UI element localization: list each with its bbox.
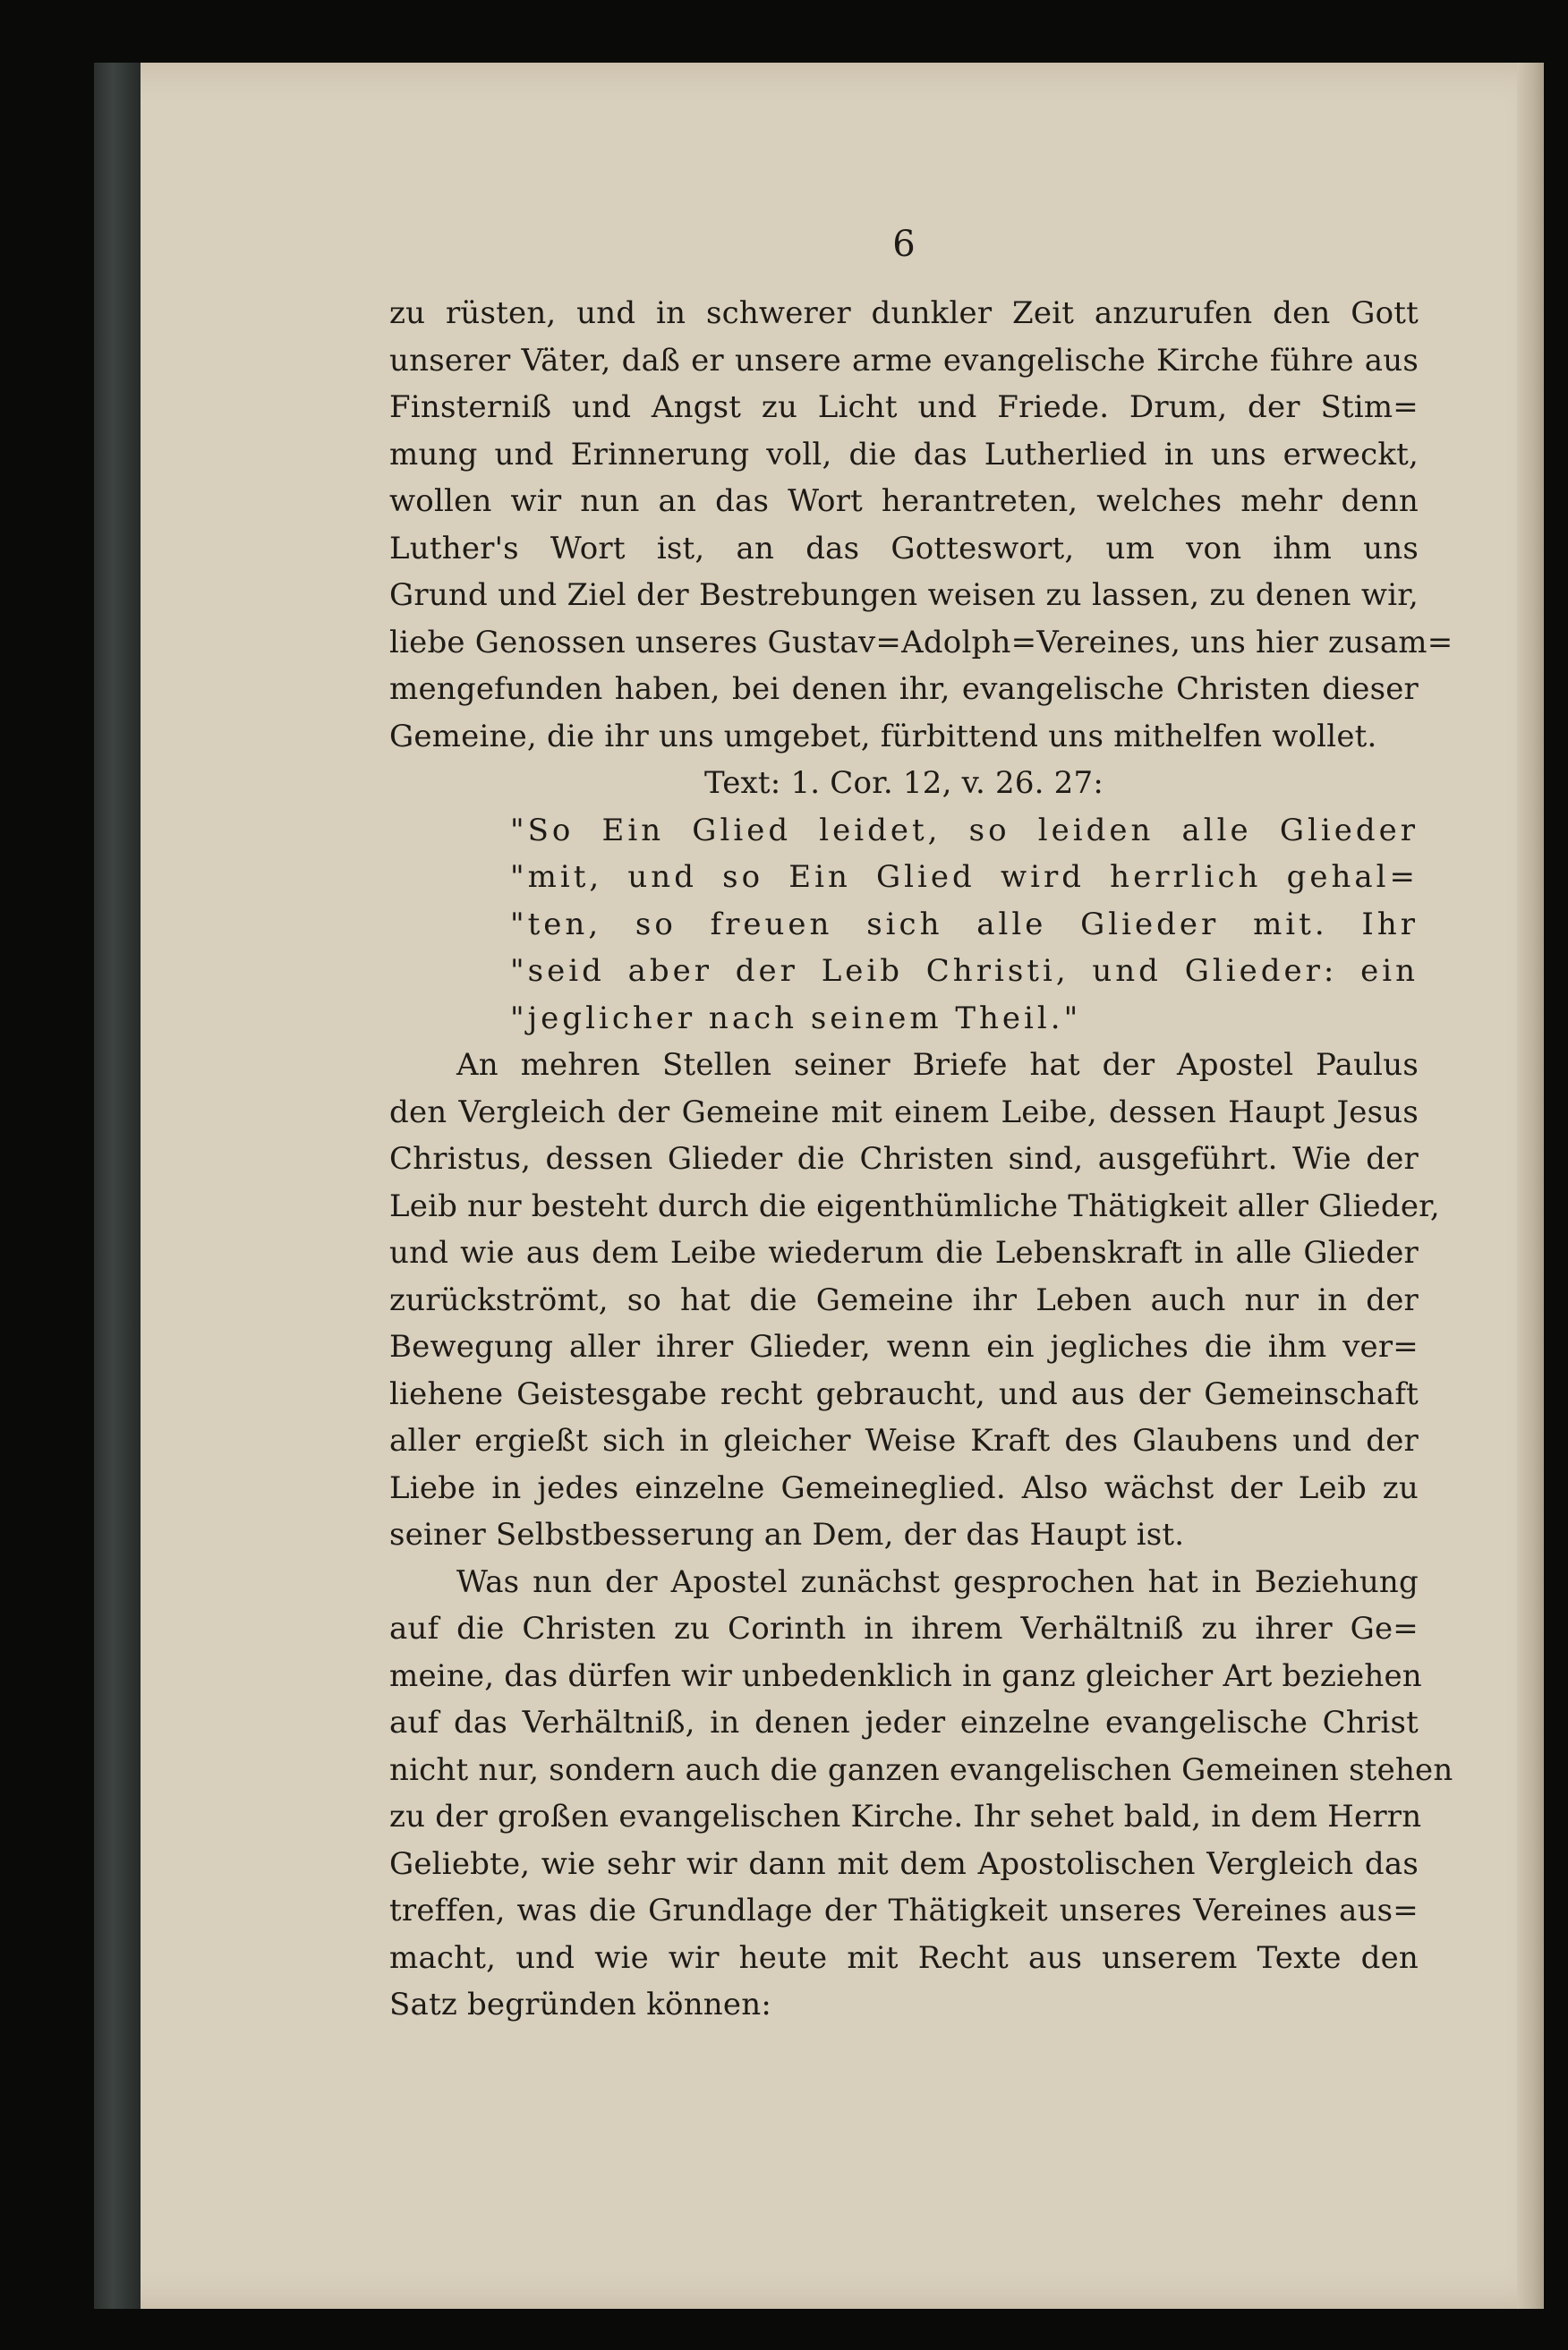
text-line: mung und Erinnerung voll, die das Lutherlied in uns erweckt, (389, 436, 1419, 473)
text-line: unserer Väter, daß er unsere arme evangelische Kirche führe aus (389, 342, 1419, 379)
quote-line: "So Ein Glied leidet, so leiden alle Glieder (510, 812, 1419, 848)
text-line: An mehren Stellen seiner Briefe hat der Apostel Paulus (456, 1047, 1419, 1083)
text-line: Christus, dessen Glieder die Christen sind, ausgeführt. Wie der (389, 1141, 1419, 1177)
text-line: und wie aus dem Leibe wiederum die Lebenskraft in alle Glieder (389, 1235, 1419, 1271)
text-line: den Vergleich der Gemeine mit einem Leibe, dessen Haupt Jesus (389, 1094, 1419, 1130)
text-line: Finsterniß und Angst zu Licht und Friede. Drum, der Stim= (389, 389, 1419, 425)
text-line: meine, das dürfen wir unbedenklich in ganz gleicher Art beziehen (389, 1657, 1422, 1694)
text-line: liebe Genossen unseres Gustav=Adolph=Vereines, uns hier zusam= (389, 624, 1453, 660)
text-line: aller ergießt sich in gleicher Weise Kraft des Glaubens und der (389, 1423, 1419, 1459)
text-line: Luther's Wort ist, an das Gotteswort, um von ihm uns (389, 530, 1419, 566)
quote-line: "mit, und so Ein Glied wird herrlich gehal= (510, 859, 1419, 895)
text-line: mengefunden haben, bei denen ihr, evangelische Christen dieser (389, 671, 1419, 707)
scripture-reference: Text: 1. Cor. 12, v. 26. 27: (704, 765, 1104, 801)
text-line: liehene Geistesgabe recht gebraucht, und aus der Gemeinschaft (389, 1375, 1419, 1412)
scripture-quote (389, 807, 1419, 1043)
text-line: Grund und Ziel der Bestrebungen weisen zu lassen, zu denen wir, (389, 577, 1419, 613)
text-line: zu rüsten, und in schwerer dunkler Zeit anzurufen den Gott (389, 295, 1419, 331)
text-line: auf die Christen zu Corinth in ihrem Verhältniß zu ihrer Ge= (389, 1611, 1419, 1647)
text-line: wollen wir nun an das Wort herantreten, welches mehr denn (389, 483, 1419, 519)
book-page (94, 63, 1544, 2309)
text-line: Geliebte, wie sehr wir dann mit dem Apostolischen Vergleich das (389, 1845, 1419, 1882)
quote-line: "ten, so freuen sich alle Glieder mit. Ihr (510, 906, 1419, 942)
text-line: Leib nur besteht durch die eigenthümliche Thätigkeit aller Glieder, (389, 1188, 1440, 1224)
text-line: nicht nur, sondern auch die ganzen evangelischen Gemeinen stehen (389, 1751, 1453, 1788)
text-line: Satz begründen können: (389, 1987, 771, 2022)
text-line: treffen, was die Grundlage der Thätigkeit unseres Vereines aus= (389, 1893, 1419, 1929)
quote-line: "jeglicher nach seinem Theil." (510, 1000, 1082, 1036)
text-line: Liebe in jedes einzelne Gemeineglied. Also wächst der Leib zu (389, 1469, 1419, 1506)
text-line: zurückströmt, so hat die Gemeine ihr Leben auch nur in der (389, 1281, 1419, 1318)
text-line: Gemeine, die ihr uns umgebet, fürbittend uns mithelfen wollet. (389, 718, 1377, 754)
quote-line: "seid aber der Leib Christi, und Glieder: ein (510, 953, 1419, 989)
text-line: zu der großen evangelischen Kirche. Ihr sehet bald, in dem Herrn (389, 1799, 1422, 1835)
paragraph-2 (389, 1042, 1440, 1559)
text-line: seiner Selbstbesserung an Dem, der das Haupt ist. (389, 1517, 1185, 1553)
book-binding (94, 63, 141, 2309)
paragraph-3 (389, 1559, 1453, 2029)
page-number: 6 (892, 224, 916, 265)
text-line: Was nun der Apostel zunächst gesprochen hat in Beziehung (456, 1563, 1419, 1600)
text-line: macht, und wie wir heute mit Recht aus unserem Texte den (389, 1939, 1419, 1976)
page-edge (1517, 63, 1544, 2309)
text-line: Bewegung aller ihrer Glieder, wenn ein jegliches die ihm ver= (389, 1329, 1419, 1365)
page-content (389, 224, 1453, 2029)
paragraph-1 (389, 290, 1453, 760)
text-line: auf das Verhältniß, in denen jeder einzelne evangelische Christ (389, 1705, 1419, 1741)
